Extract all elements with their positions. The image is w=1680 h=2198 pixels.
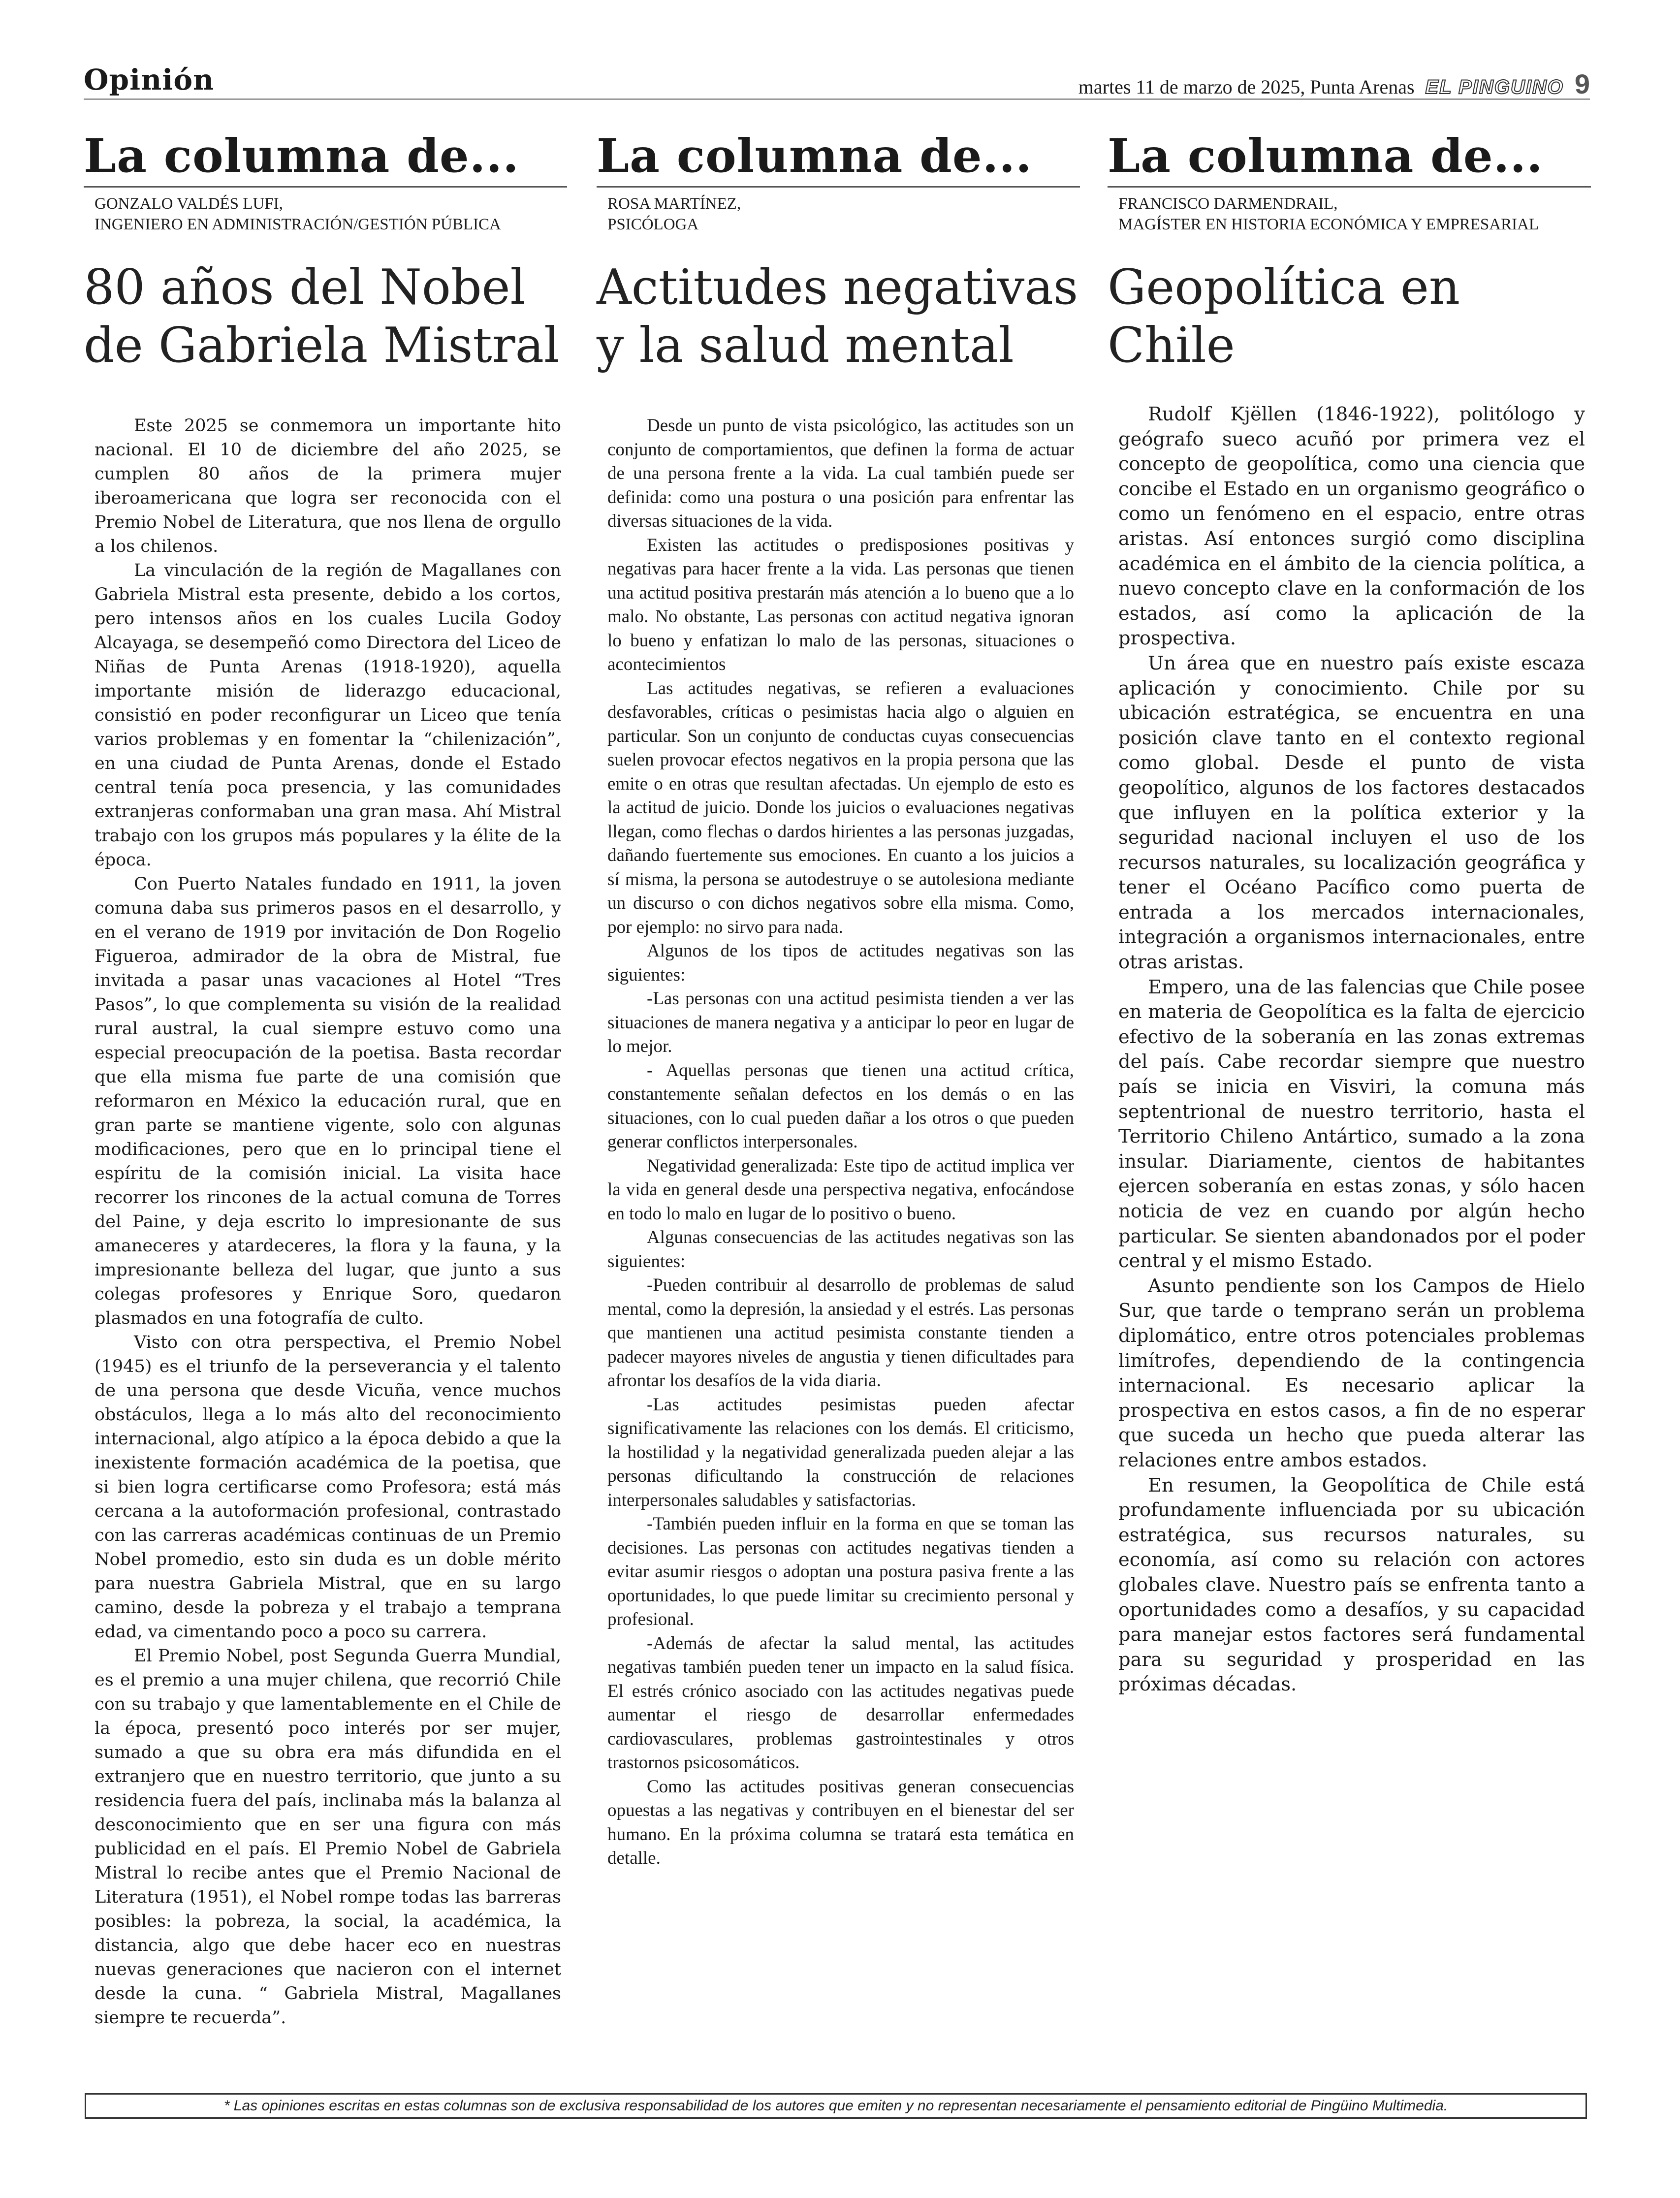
section-name: Opinión [84,63,215,96]
column-kicker: La columna de... [1108,129,1591,188]
author-title: INGENIERO EN ADMINISTRACIÓN/GESTIÓN PÚBLICA [95,216,501,233]
paragraph: El Premio Nobel, post Segunda Guerra Mundial, es el premio a una mujer chilena, que recorrió Chile con su trabajo y que lamentablemente en el Chile de la época, presentó poco interés por ser mujer, sumado a que su obra era más difundida en el extranjero que en nuestro territorio, que junto a su residencia fuera del país, inclinaba más la balanza al desconocimiento que en ser una figura con más publicidad en el país. El Premio Nobel de Gabriela Mistral lo recibe antes que el Premio Nacional de Literatura (1951), el Nobel rompe todas las barreras posibles: la pobreza, la social, la académica, la distancia, algo que debe hacer eco en nuestras nuevas generaciones que nacieron con el internet desde la cuna. “ Gabriela Mistral, Magallanes siempre te recuerda”. [95,1646,561,2028]
paragraph: Visto con otra perspectiva, el Premio Nobel (1945) es el triunfo de la perseverancia y el talento de una persona que desde Vicuña, vence muchos obstáculos, llega a lo más alto del reconocimiento internacional, algo atípico a la época debido a que la inexistente formación académica de la poetisa, que si bien logra certificarse como Profesora; está más cercana a la autoformación profesional, contrastado con las carreras académicas continuas de un Premio Nobel promedio, esto sin duda es un doble mérito para nuestra Gabriela Mistral, que en su largo camino, desde la pobreza y el trabajo a temprana edad, va cimentando poco a poco su carrera. [95,1333,561,1642]
author-name: ROSA MARTÍNEZ, [607,195,741,213]
paragraph: -También pueden influir en la forma en que se toman las decisiones. Las personas con actitudes negativas tienden a evitar asumir riesgos o adoptan una postura pasiva frente a las oportunidades, lo que puede limitar su crecimiento personal y profesional. [607,1514,1074,1629]
column-kicker: La columna de... [84,129,567,188]
paragraph: Empero, una de las falencias que Chile posee en materia de Geopolítica es la falta de ejercicio efectivo de la soberanía en las zonas extremas del país. Cabe recordar siempre que nuestro país se inicia en Visviri, la comuna más septentrional de nuestro territorio, hasta el Territorio Chileno Antártico, sumado a la zona insular. Diariamente, cientos de habitantes ejercen soberanía en estas zonas, y sólo hacen noticia de vez en cuando por algún hecho particular. Se sienten abandonados por el poder central y el mismo Estado. [1118,976,1585,1273]
author-byline [95,193,567,235]
newspaper-logo: EL PINGUINO [1425,76,1564,98]
page-number: 9 [1574,68,1590,99]
column-kicker: La columna de... [597,129,1080,188]
article-headline: 80 años del Nobel de Gabriela Mistral [84,259,560,374]
paragraph: Existen las actitudes o predisposiones positivas y negativas para hacer frente a la vida. Las personas que tienen una actitud positiva prestarán más atención a lo bueno que a lo malo. No obstante, Las personas con actitud negativa ignoran lo bueno y enfatizan lo malo de las personas, situaciones o acontecimientos [607,535,1074,674]
author-byline [607,193,1080,235]
header-info [1078,68,1590,100]
opinion-column-2 [597,129,1080,2049]
article-body [84,414,567,2030]
article-body [597,414,1080,1871]
article-headline: Geopolítica en Chile [1108,259,1460,374]
article-headline: Actitudes negativas y la salud mental [597,259,1078,374]
paragraph: La vinculación de la región de Magallanes con Gabriela Mistral esta presente, debido a los cortos, pero intensos años en los cuales Lucila Godoy Alcayaga, se desempeñó como Directora del Liceo de Niñas de Punta Arenas (1918-1920), aquella importante misión de liderazgo educacional, consistió en poder reconfigurar un Liceo que tenía varios problemas y en fomentar la “chilenización”, en una ciudad de Punta Arenas, donde el Estado central tenía poca presencia, y las comunidades extranjeras conformaban una gran masa. Ahí Mistral trabajo con los grupos más populares y la élite de la época. [95,561,561,870]
page-header [84,63,1590,100]
paragraph: Desde un punto de vista psicológico, las actitudes son un conjunto de comportamientos, que definen la forma de actuar de una persona frente a la vida. La cual también puede ser definida: como una postura o una posición para enfrentar las diversas situaciones de la vida. [607,415,1074,531]
paragraph: Las actitudes negativas, se refieren a evaluaciones desfavorables, críticas o pesimistas hacia algo o alguien en particular. Son un conjunto de conductas cuyas consecuencias suelen provocar efectos negativos en la propia persona que las emite o en otras que resultan afectadas. Un ejemplo de esto es la actitud de juicio. Donde los juicios o evaluaciones negativas llegan, como flechas o dardos hirientes a las personas juzgadas, dañando fuertemente sus emociones. En cuanto a los juicios a sí misma, la persona se autodestruye o se autolesiona mediante un discurso o con dichos negativos sobre ella misma. Como, por ejemplo: no sirvo para nada. [607,678,1074,937]
paragraph: -Pueden contribuir al desarrollo de problemas de salud mental, como la depresión, la ansiedad y el estrés. Las personas que mantienen una actitud pesimista constante tienden a padecer mayores niveles de angustia y tienen dificultades para afrontar los desafíos de la vida diaria. [607,1275,1074,1391]
paragraph: Algunos de los tipos de actitudes negativas son las siguientes: [607,941,1074,985]
author-byline [1118,193,1591,235]
author-title: MAGÍSTER EN HISTORIA ECONÓMICA Y EMPRESARIAL [1118,216,1539,233]
paragraph: Negatividad generalizada: Este tipo de actitud implica ver la vida en general desde una perspectiva negativa, enfocándose en todo lo malo en lugar de lo positivo o bueno. [607,1155,1074,1224]
paragraph: En resumen, la Geopolítica de Chile está profundamente influenciada por su ubicación estratégica, sus recursos naturales, su economía, así como su relación con actores globales clave. Nuestro país se enfrenta tanto a oportunidades como a desafíos, y su capacidad para manejar estos factores será fundamental para su seguridad y prosperidad en las próximas décadas. [1118,1474,1585,1696]
paragraph: -Además de afectar la salud mental, las actitudes negativas también pueden tener un impacto en la salud física. El estrés crónico asociado con las actitudes negativas puede aumentar el riesgo de desarrollar enfermedades cardiovasculares, problemas gastrointestinales y otros trastornos psicosomáticos. [607,1633,1074,1773]
opinion-column-3 [1108,129,1591,2049]
paragraph: Asunto pendiente son los Campos de Hielo Sur, que tarde o temprano serán un problema diplomático, entre otros potenciales problemas limítrofes, dependiendo de la contingencia internacional. Es necesario aplicar la prospectiva en estos casos, a fin de no esperar que suceda un hecho que pueda alterar las relaciones entre ambos estados. [1118,1274,1585,1471]
editorial-disclaimer: * Las opiniones escritas en estas columnas son de exclusiva responsabilidad de los autores que emiten y no representan necesariamente el pensamiento editorial de Pingüino Multimedia. [85,2093,1587,2119]
paragraph: -Las personas con una actitud pesimista tienden a ver las situaciones de manera negativa y a anticipar lo peor en lugar de lo mejor. [607,988,1074,1056]
paragraph: Rudolf Kjëllen (1846-1922), politólogo y geógrafo sueco acuñó por primera vez el concepto de geopolítica, como una ciencia que concibe el Estado en un organismo geográfico o como un fenómeno en el espacio, entre otras aristas. Así entonces surgió como disciplina académica en el ámbito de la ciencia política, a nuevo concepto clave en la conformación de los estados, así como la aplicación de la prospectiva. [1118,403,1585,650]
paragraph: Con Puerto Natales fundado en 1911, la joven comuna daba sus primeros pasos en el desarrollo, y en el verano de 1919 por invitación de Don Rogelio Figueroa, admirador de la obra de Mistral, fue invitada a pasar unas vacaciones al Hotel “Tres Pasos”, lo que complementa su visión de la realidad rural austral, la cual siempre estuvo como una especial preocupación de la poetisa. Basta recordar que ella misma fue parte de una comisión que reformaron en México la educación rural, que en gran parte se mantiene vigente, solo con algunas modificaciones, pero que en lo principal tiene el espíritu de la comisión inicial. La visita hace recorrer los rincones de la actual comuna de Torres del Paine, y deja escrito lo impresionante de sus amaneceres y atardeceres, la flora y la fauna, y la impresionante belleza del lugar, que junto a sus colegas profesores y Enrique Soro, quedaron plasmados en una fotografía de culto. [95,874,561,1328]
author-name: FRANCISCO DARMENDRAIL, [1118,195,1338,213]
paragraph: -Las actitudes pesimistas pueden afectar significativamente las relaciones con los demás. El criticismo, la hostilidad y la negatividad generalizada pueden alejar a las personas dificultando la construcción de relaciones interpersonales saludables y satisfactorias. [607,1394,1074,1510]
author-name: GONZALO VALDÉS LUFI, [95,195,283,213]
paragraph: Algunas consecuencias de las actitudes negativas son las siguientes: [607,1227,1074,1272]
paragraph: Este 2025 se conmemora un importante hito nacional. El 10 de diciembre del año 2025, se cumplen 80 años de la primera mujer iberoamericana que logra ser reconocida con el Premio Nobel de Literatura, que nos llena de orgullo a los chilenos. [95,416,561,556]
article-body [1108,402,1591,1697]
paragraph: - Aquellas personas que tienen una actitud crítica, constantemente señalan defectos en los demás o en las situaciones, con lo cual pueden dañar a los otros o que pueden generar conflictos interpersonales. [607,1060,1074,1152]
author-title: PSICÓLOGA [607,216,699,233]
paragraph: Un área que en nuestro país existe escaza aplicación y conocimiento. Chile por su ubicación estratégica, se encuentra en una posición clave tanto en el contexto regional como global. Desde el punto de vista geopolítico, algunos de los factores destacados que influyen en la política exterior y la seguridad nacional incluyen el uso de los recursos naturales, su localización geográfica y tener el Océano Pacífico como puerta de entrada a los mercados internacionales, integración a organismos internacionales, entre otras aristas. [1118,652,1585,974]
paragraph: Como las actitudes positivas generan consecuencias opuestas a las negativas y contribuyen en el bienestar del ser humano. En la próxima columna se tratará esta temática en detalle. [607,1776,1074,1868]
opinion-column-1 [84,129,567,2049]
publication-date: martes 11 de marzo de 2025, Punta Arenas [1078,76,1415,98]
